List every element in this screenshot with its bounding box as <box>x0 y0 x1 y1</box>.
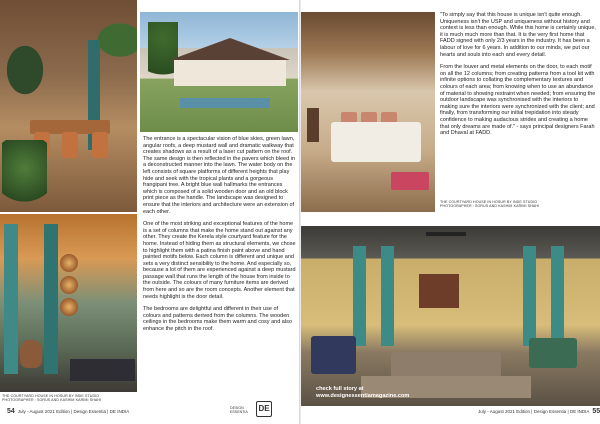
caption-photographer: PHOTOGRAPHER : SORUS AND KASHIM KARIMI SHAHI <box>2 398 102 403</box>
angular-roof <box>170 38 290 60</box>
painted-column <box>523 246 536 346</box>
folio-right <box>478 408 600 415</box>
blue-armchair <box>311 336 356 374</box>
page-number: 55 <box>592 408 600 415</box>
photo-bedroom <box>301 12 435 212</box>
paragraph: One of the most striking and exceptional features of the home is a set of columns that make the home stand out against any other. They create the Kerela style courtyard feature for the home. Instead of hiding them as structural elements, we chose to highlight them with a patina finish paint above and hand painted motifs below. Each column is different and unique and sets a very distinct sensibility to the home. And especially so, because a lot of them are experienced against a deep mustard passage wall that runs the length of the house from inside to the outside. The colours of many furniture items are derived from here and so are the room concepts. Another element that needs highlight is the door detail. <box>143 221 296 300</box>
de-logo-mark: DE <box>256 401 272 417</box>
full-story-label: check full story at <box>316 386 364 392</box>
green-armchair <box>529 338 577 368</box>
logo-word: ESSENTIA <box>230 410 248 415</box>
wall-plate <box>60 298 78 316</box>
pink-bench <box>391 172 429 190</box>
sofa <box>70 359 135 381</box>
photo-dining-area <box>0 0 137 212</box>
caption-title: THE COURTYARD HOUSE IN HOSUR BY INDE STUDIO <box>2 394 100 398</box>
painted-column <box>381 246 394 346</box>
wall-plate <box>60 276 78 294</box>
sofa <box>391 352 501 378</box>
bed <box>331 122 421 162</box>
paragraph: From the louver and metal elements on the door, to each motif on all the 12 columns; from creating patterns from a tool kit with infinite options to collating the complementary textures and colours of each area; from knowing when to use an abundance of material to showing restraint when needed; from ensuring the outdoor landscape was synchronised with the interiors to making sure the interiors were synchronized with the client; and finally, from transforming our initial trepidation into steady confidence to making audacious strides and creating a home that only dreams are made of." - says principal designers Farah and Dhaval at FADD. <box>440 64 596 137</box>
article-column-left <box>143 136 296 398</box>
paragraph: The entrance is a spectacular vision of blue skies, green lawn, angular roofs, a deep mustard wall and dramatic walkway that creates shadows as a result of a laser cut pattern on the roof. The same design is then reflected in the pavers which bleed in a deconstructed manner into the lawn. The water body on the left consists of square platforms of different heights that play hide and seek with the tropical plants and a gorgeous frangipani tree. A bright blue wall hallmarks the entrances which is composed of a solid wooden door and an old block print piece as the handle. The landscape was designed to ensure that the interiors and architecture were an extension of each other. <box>143 136 295 215</box>
logo-word: DESIGN <box>230 406 244 410</box>
painted-column <box>551 246 564 346</box>
folio-left <box>4 408 129 415</box>
pull-quote: "To simply say that this house is unique isn't quite enough. Uniqueness isn't the USP and uniqueness without history and context is less than enough. While this home is certainly unique, it is much much more than that. It is the very first home that FADD signed with only 2/3 years in the industry. It has been a labour of love for 6 years. In addition to our minds, we put our hearts and souls into each and every detail. <box>440 12 596 58</box>
photo-courtyard <box>0 214 137 392</box>
paragraph: The bedrooms are delightful and different in their use of colours and patterns derived from the columns. The wooden ceilings in the bedrooms make them warm and cosy and also enhance the pitch in the roof. <box>143 306 292 333</box>
ceiling-fan <box>426 232 466 236</box>
photo-caption-left <box>2 394 137 403</box>
lamp <box>307 108 319 142</box>
potted-plant <box>2 140 47 210</box>
article-column-right <box>440 12 596 196</box>
painted-column <box>353 246 366 346</box>
wall-plate <box>60 254 78 272</box>
dining-chair <box>62 132 78 158</box>
wall-art <box>419 274 459 308</box>
full-story-link[interactable] <box>316 386 476 400</box>
water-body <box>180 98 270 108</box>
magazine-logo <box>230 400 290 418</box>
caption-photographer: PHOTOGRAPHER : SORUS AND KASHIM KARIMI SHAHI <box>440 204 540 209</box>
photo-caption-right <box>440 200 596 209</box>
full-story-url: www.designessentiamagazine.com <box>316 393 410 399</box>
photo-house-facade <box>140 12 298 132</box>
painted-column <box>44 224 58 374</box>
photo-living-room <box>301 226 600 406</box>
page-number: 54 <box>7 408 15 415</box>
facade-wall <box>174 60 286 86</box>
painted-column <box>4 224 18 374</box>
caption-title: THE COURTYARD HOUSE IN HOSUR BY INDE STUDIO <box>440 200 538 204</box>
dining-chair <box>92 132 108 158</box>
brass-urn <box>20 340 42 368</box>
folio-text: July - August 2021 Edition | Design Essentia | DE INDIA <box>478 409 590 414</box>
folio-text: July - August 2021 Edition | Design Essentia | DE INDIA <box>17 409 130 414</box>
